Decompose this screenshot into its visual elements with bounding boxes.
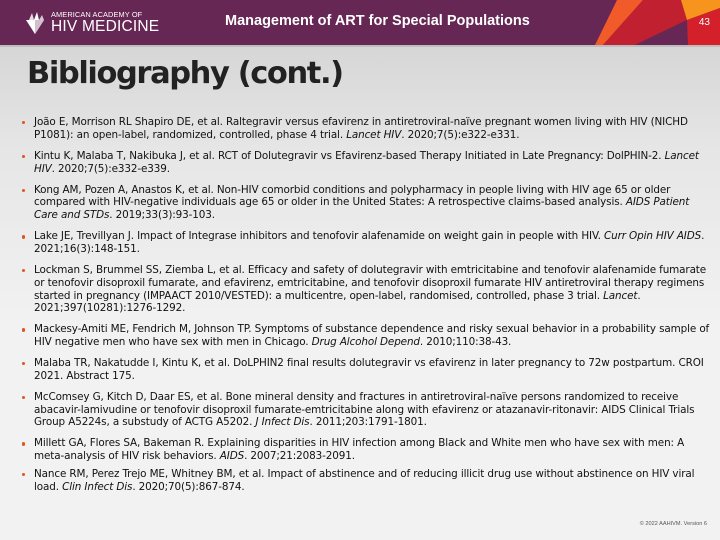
reference-item: Malaba TR, Nakatudde I, Kintu K, et al. DoLPHIN2 final results dolutegravir vs efavirenz in later pregnancy to 72w postpartum. CROI 2021. Abstract 175. xyxy=(22,357,712,383)
bullet-icon xyxy=(22,473,25,476)
logo-line-1: AMERICAN ACADEMY OF xyxy=(51,10,143,20)
aahivm-logo xyxy=(24,10,159,36)
bullet-icon xyxy=(22,269,25,272)
bullet-icon xyxy=(22,362,25,365)
reference-item: Kintu K, Malaba T, Nakibuka J, et al. RCT of Dolutegravir vs Efavirenz-based Therapy Initiated in Late Pregnancy: DolPHIN-2. Lancet HIV. 2020;7(5):e332-e339. xyxy=(22,150,712,176)
bullet-icon xyxy=(22,328,25,331)
bullet-icon xyxy=(22,189,25,192)
reference-item: João E, Morrison RL Shapiro DE, et al. Raltegravir versus efavirenz in antiretroviral-naïve pregnant women living with HIV (NICHD P1081): an open-label, randomized, controlled, phase 4 trial. Lancet HIV. 2020;7(5):e322-e331. xyxy=(22,116,712,142)
reference-item: Kong AM, Pozen A, Anastos K, et al. Non-HIV comorbid conditions and polypharmacy in people living with HIV age 65 or older compared with HIV-negative individuals age 65 or older in the United States: A retrospective claims-based analysis. AIDS Patient Care and STDs. 2019;33(3):93-103. xyxy=(22,184,712,222)
header-banner xyxy=(0,0,720,45)
copyright-footer: © 2022 AAHIVM. Version 6 xyxy=(639,521,707,527)
slide-number: 43 xyxy=(698,17,710,28)
bullet-icon xyxy=(22,235,25,238)
bullet-icon xyxy=(22,442,25,445)
reference-item: Lockman S, Brummel SS, Ziemba L, et al. Efficacy and safety of dolutegravir with emtricitabine and tenofovir alafenamide fumarate or tenofovir disoproxil fumarate, and efavirenz, emtricitabine, and tenofovir disoproxil fumarate HIV antiretroviral therapy regimens started in pregnancy (IMPAACT 2010/VESTED): a multicentre, open-label, randomised, controlled, phase 3 trial. Lancet. 2021;397(10281):1276-1292. xyxy=(22,264,712,315)
reference-item: Millett GA, Flores SA, Bakeman R. Explaining disparities in HIV infection among Black and White men who have sex with men: A meta-analysis of HIV risk behaviors. AIDS. 2007;21:2083-2091. xyxy=(22,437,712,463)
reference-item: Nance RM, Perez Trejo ME, Whitney BM, et al. Impact of abstinence and of reducing illicit drug use without abstinence on HIV viral load. Clin Infect Dis. 2020;70(5):867-874. xyxy=(22,468,712,494)
bullet-icon xyxy=(22,396,25,399)
reference-item: Mackesy-Amiti ME, Fendrich M, Johnson TP. Symptoms of substance dependence and risky sexual behavior in a probability sample of HIV negative men who have sex with men in Chicago. Drug Alcohol Depend. 2010;110:38-43. xyxy=(22,323,712,349)
section-title: Management of ART for Special Populations xyxy=(225,13,530,29)
logo-mark-icon xyxy=(24,11,46,35)
reference-item: McComsey G, Kitch D, Daar ES, et al. Bone mineral density and fractures in antiretroviral-naïve persons randomized to receive abacavir-lamivudine or tenofovir disoproxil fumarate-emtricitabine along with efavirenz or atazanavir-ritonavir: AIDS Clinical Trials Group A5224s, a substudy of ACTG A5202. J Infect Dis. 2011;203:1791-1801. xyxy=(22,391,712,429)
page-title: Bibliography (cont.) xyxy=(27,56,343,91)
header-divider xyxy=(0,45,720,47)
bullet-icon xyxy=(22,155,25,158)
bullet-icon xyxy=(22,121,25,124)
reference-item: Lake JE, Trevillyan J. Impact of Integrase inhibitors and tenofovir alafenamide on weight gain in people with HIV. Curr Opin HIV AIDS. 2021;16(3):148-151. xyxy=(22,230,712,256)
reference-list xyxy=(22,116,712,502)
logo-line-2: HIV MEDICINE xyxy=(51,18,160,36)
